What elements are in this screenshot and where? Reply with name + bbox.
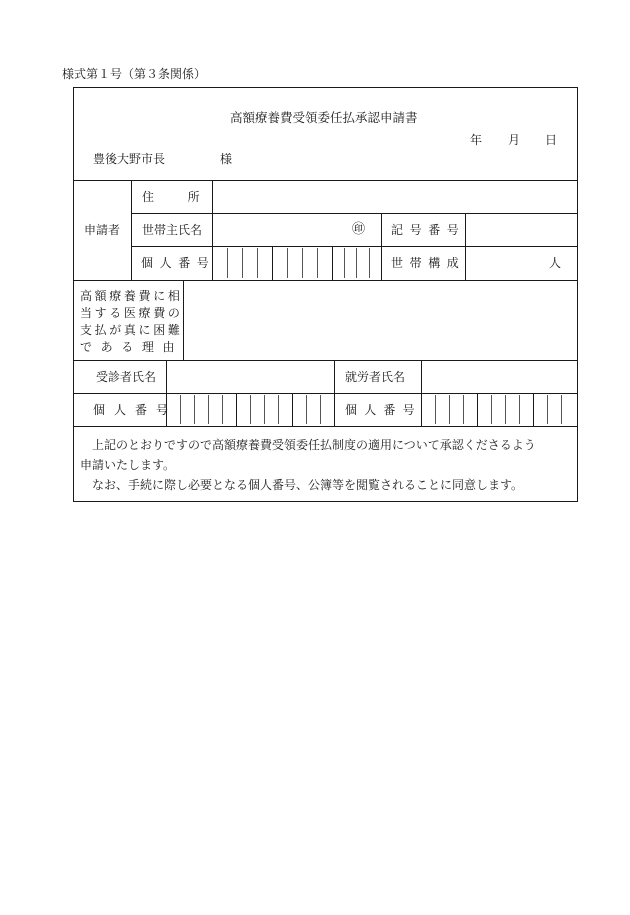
digit-box-divider <box>257 248 258 278</box>
digit-box-divider <box>332 246 333 280</box>
center-divider <box>334 360 335 426</box>
digit-box-divider <box>491 395 492 424</box>
reason-label-line-2: 当する医療費の <box>80 306 183 320</box>
record-number-label: 記号番号 <box>391 223 466 237</box>
digit-box-divider <box>227 248 228 278</box>
digit-box-divider <box>236 393 237 426</box>
applicant-mid-divider <box>381 213 382 280</box>
digit-box-divider <box>264 395 265 424</box>
digit-box-divider <box>533 393 534 426</box>
patient-name-label: 受診者氏名 <box>96 370 157 384</box>
divider-reason <box>73 360 578 361</box>
statement-line-2: 申請いたします。 <box>80 458 176 472</box>
digit-box-divider <box>505 395 506 424</box>
digit-box-divider <box>208 395 209 424</box>
date-month-label: 月 <box>508 133 521 147</box>
form-number-label: 様式第１号（第３条関係） <box>62 67 207 81</box>
divider-applicant <box>73 280 578 281</box>
digit-box-divider <box>320 395 321 424</box>
digit-box-divider <box>369 248 370 278</box>
worker-personal-number-label: 個人番号 <box>345 403 422 417</box>
statement-line-1: 上記のとおりですので高額療養費受領委任払制度の適用について承認くださるよう <box>92 438 536 452</box>
applicant-personal-number-label: 個人番号 <box>141 256 216 270</box>
digit-box-divider <box>547 395 548 424</box>
household-composition-label: 世帯構成 <box>391 256 466 270</box>
digit-box-divider <box>344 248 345 278</box>
reason-label-line-1: 高額療養費に相 <box>80 289 183 303</box>
digit-box-divider <box>287 248 288 278</box>
patient-personal-number-label: 個人番号 <box>93 403 178 417</box>
divider-names <box>73 393 578 394</box>
worker-name-label: 就労者氏名 <box>345 370 406 384</box>
applicant-label-divider <box>131 180 132 280</box>
date-year-label: 年 <box>470 133 483 147</box>
digit-box-divider <box>272 246 273 280</box>
digit-box-divider <box>194 395 195 424</box>
reason-label-line-3: 支払が真に困難 <box>80 323 183 337</box>
digit-box-divider <box>317 248 318 278</box>
digit-box-divider <box>278 395 279 424</box>
household-unit: 人 <box>549 256 562 270</box>
digit-box-divider <box>449 395 450 424</box>
digit-box-divider <box>250 395 251 424</box>
householder-name-label: 世帯主氏名 <box>142 223 203 237</box>
addressee: 豊後大野市長 <box>93 152 166 166</box>
divider-address <box>131 213 578 214</box>
date-day-label: 日 <box>545 133 558 147</box>
digit-box-divider <box>477 393 478 426</box>
digit-box-divider <box>356 248 357 278</box>
digit-box-divider <box>519 395 520 424</box>
seal-mark: ㊞ <box>352 222 366 237</box>
divider-header <box>73 180 578 181</box>
digit-box-divider <box>435 395 436 424</box>
divider-householder <box>131 246 578 247</box>
digit-box-divider <box>306 395 307 424</box>
divider-numbers <box>73 426 578 427</box>
digit-box-divider <box>242 248 243 278</box>
digit-box-divider <box>222 395 223 424</box>
digit-box-divider <box>561 395 562 424</box>
applicant-section-label: 申請者 <box>84 223 121 237</box>
address-label: 住所 <box>142 190 234 204</box>
digit-box-divider <box>463 395 464 424</box>
reason-label-line-4: である理由 <box>80 340 184 354</box>
digit-box-divider <box>180 395 181 424</box>
digit-box-divider <box>302 248 303 278</box>
addressee-honorific: 様 <box>220 152 233 166</box>
form-title: 高額療養費受領委任払承認申請書 <box>230 110 418 125</box>
statement-line-3: なお、手続に際し必要となる個人番号、公簿等を閲覧されることに同意します。 <box>92 478 524 492</box>
digit-box-divider <box>292 393 293 426</box>
